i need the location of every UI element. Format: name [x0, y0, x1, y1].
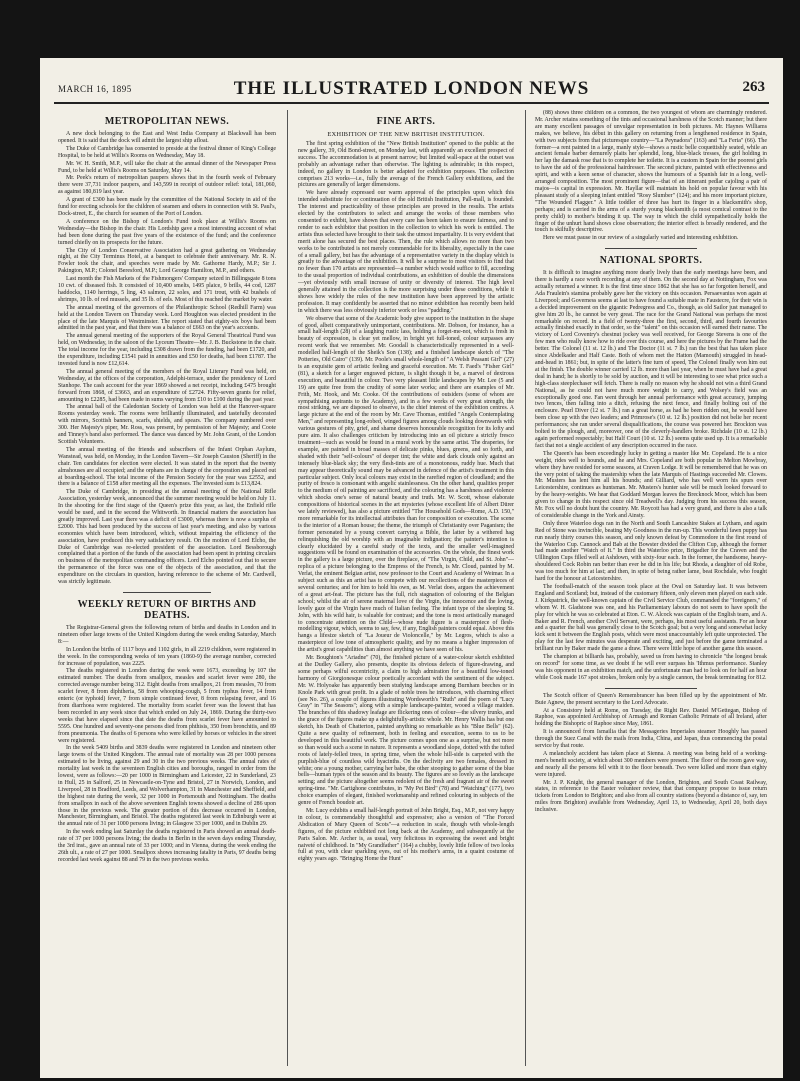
paragraph: We observe that some of the Academic body give support to the institution in the shape of good, albeit comparatively unimportant, contributions. Mr. Dobson, for instance, has a small half-length (28) of a laughing rustic lass, holding a forget-me-not, which is fresh in beauty of expression, is clear yet mellow, in bright yet full-toned, colour surpasses any recent work that we remember. Mr. Goodall is characteristically represented in a well-modelled half-length of the Sheik's Son (138); and a finished landscape sketch of "The Potteries, Old Cairo" (139). Mr. Poole's small whole-length of "A Welsh Peasant Girl" (27) is an exquisite gem of artistic feeling and graceful execution. Mr. T. Faed's "Fisher Girl" (81), a sketch for a larger engraved picture, is slight though it be, a marvel of dextrous execution, and beautiful in colour. Two very pleasant little landscapes by Mr. Lee (5 and 19) are quite free from the crudity of some later works; and there are examples of Mr. Frith, Mr. Hook, and Mr. Cooke. Of the contributions of outsiders (some of whom are sympathising aspirants to the Academy), and in a few works of very great strength, the most striking, we are disposed to observe, is the chief interest of the exhibition centres. A large picture at the end of the room by Mr. Cave Thomas, entitled "Angels Contemplating Men," and representing long-robed, winged figures among clouds looking downwards with various gestures of pity, grief, and shame deserves honourable recognition for its lofty and pure aim. It also challenges criticism by introducing into an oil picture a strictly fresco treatment—such as would be found in a mural work by the same artist. The draperies, for example, are painted in broad masses of delicate pinks, blues, greens, and so forth, and shaded with their "self-colours" of deeper tint; the white and dark clouds only against an intensely blue-black sky; the very flesh-tints are of a monotonous, ruddy hue. Much that may appear theoretically sound may be advanced in defence of the artist's treatment in this particular subject. Only local colours may exist in the rarefied region of cloudland; and the purity of fresco is consonant with angelic stainlessness. On the other hand, qualities proper to the medium of oil painting are sacrificed, and the colouring has a harshness and violence which shocks one's sense of natural beauty and truth. Mr. W. Scott, whose elaborate compositions of historical scenes in the art mysteries (whose excellent life of Albert Dürer we lately reviewed), has also a picture entitled "The Household Gods—Rome, A.D. 150," more remarkable for its intellectual attributes than for composition or execution. The scene is the interior of a Roman house; the theme, the triumph of Christianity over Paganism; the former personated by a young convert carrying a Bible, the latter by a withered hag relinquishing the old worship with an imaginable indignation; the painter's intention is clearly elucidated by a careful study of the texts, and the smaller well-imagined suggestions will be found on examination of the accessories. On the whole, the finest work in the gallery is a large picture, over the fireplace, of "The Virgin, Child, and St. John"—replica of a picture belonging to the Empress of the French, is Mr. Cloud, painted by M. Verlat, the eminent Belgian artist, now professor to the Court and Academy of Weimar. In a subject such as this an artist has to compete with our recollections of the masterpieces of several centuries; and for him to hold his own, as M. Verlat does, argues the achievement of a great art-feat. The picture has the full, rich stagnation of colouring of the Belgian school; whilst the air of serene maternal love of the Virgin, the innocence and the loving, lovely gaze of the Virgin have much of Italian feeling. The infant type of the sleeping St. John, with his wild hair, is valuable for contrast; and the tone is most artistically managed to concentrate attention on the Child—whose nude figure is a masterpiece of flesh-modelling vigour, which, seems to say, few, if any, English painters could equal. Above this hangs a lifesize sketch of "La Joueur de Violoncelle," by Mr. Legros, which is also a masterpiece of low tone of atmospheric quality, and by no means a higher impression of the artist's great capabilities than almost anything we have seen of his. — [298, 315, 514, 654]
paragraph: The annual general meeting of the members of the Royal Literary Fund was held, on Wednesday, at the offices of the corporation, Adelphi-terrace, under the presidency of Lord Stanhope. The cash account for the year 1869 showed a net receipt, including £475 brought forward from 1868, of £3663, and an expenditure of £2724. Fifty-seven grants for relief, amounting to £2285, had been made in sums varying from £10 to £100 during the past year. — [58, 368, 276, 403]
paragraph: The annual general meeting of the supporters of the Royal General Theatrical Fund was held, on Wednesday, in the saloon of the Lyceum Theatre—Mr. J. B. Buckstone in the chair. The total income for the year, including £308 drawn from the funding, had been £1720, and the expenditure, including £1541 paid in annuities and £50 for deaths, had been £1787. The invested fund is now £12,614. — [58, 333, 276, 367]
column-national-sports — [535, 110, 767, 1066]
paragraph: The annual ball of the Caledonian Society of London was held at the Hanover-square Rooms yesterday week. The rooms were brilliantly illuminated, and tastefully decorated with mirrors, Scottish banners, scarfs, shields, and spears. The company numbered over 300. Her Majesty's piper, Mr. Ross, was present, by permission of her Majesty; and Coote and Tinney's band also performed. The dance was danced by Mr. John Grant, of the London Scottish Volunteers. — [58, 404, 276, 445]
article-body — [58, 625, 276, 864]
paragraph: Mr. W. H. Smith, M.P., will take the chair at the annual dinner of the Newspaper Press Fund, to be held at Willis's Rooms on Saturday, May 14. — [58, 160, 276, 174]
paragraph: Mr. J. P. Knight, the general manager of the London, Brighton, and South Coast Railway, states, in reference to the Easter volunteer review, that that company propose to issue return tickets from London to Brighton; and also from all country stations (beyond a distance of, say, ten miles from Brighton) available from Wednesday, April 13, to Wednesday, April 20, both days inclusive. — [535, 779, 767, 814]
paragraph: A new dock belonging to the East and West India Company at Blackwall has been opened. It is said that the dock will admit the largest ship afloat. — [58, 131, 276, 144]
paragraph: A grant of £300 has been made by the committee of the National Society in aid of the fund for erecting schools for the children of seamen and others in connection with St. Paul's, Dock-street, E., the church for seamen of the Port of London. — [58, 197, 276, 217]
paragraph: It is announced from Ismailia that the Messageries Imperiales steamer Hooghly has passed through the Suez Canal with the mails from India, China, and Japan, thus commencing the postal service by that route. — [535, 729, 767, 750]
article-body — [535, 270, 767, 681]
paragraph: The football-match of the season took place at the Oval on Saturday last. It was between England and Scotland; but, instead of the customary fifteen, only eleven men played on each side. J. Kirkpatrick, the well-known captain of the Civil Service Club, commanded the "foreigners," of whom W. H. Gladstone was one, and his Parliamentary labours do not seem to have spoilt the play for which he was so celebrated at Eton. C. W. Alcock was captain of the English team, and A. Baker and R. French, another Civil Servant, were, perhaps, his most useful assistants. For an hour and a quarter the ball was generally close to the Scotch goal; but a very long and somewhat lucky kick sent it between the English posts, which were most unaccountably left quite unprotected. The play for the last few minutes was desperate and exciting, and just before the game terminated a brilliant run by Baker made the game a draw. There were little hope of another game this season. — [535, 584, 767, 653]
paragraph: The Registrar-General gives the following return of births and deaths in London and in nineteen other large towns of the United Kingdom during the week ending Saturday, March 8:— — [58, 625, 276, 645]
article-body — [298, 141, 514, 863]
paragraph: The Queen's has been exceedingly lucky in getting a master like Mr. Copeland. He is a nice weight, rides well to hounds, and he and Mrs. Copeland are both popular in Melton Mowbray, where they have resided for some seasons, at Craven Lodge. It will be remembered that he was on the very point of taking the mastership when the late Marquis of Hastings succeeded Mr. Clowes. Mr. Musters has lent him all his hounds; and Gilliard, who has well worn his spurs over Leicestershire, continues as huntsman. Mr. Musters's hunter sale will be much looked forward to by the heavy-weights. We hear that Goddard Morgan leaves the Brecknock Moor, which has been given to change in this respect since old Treadwell's day. Judging from his success this season, Mr. Fox will no doubt hunt the country. Mr. Roycott has had a very grand, and there is also a talk of considerable change in the York and Ainsty. — [535, 450, 767, 519]
paragraph: In London the births of 1117 boys and 1102 girls, in all 2219 children, were registered in the week. In the corresponding weeks of ten years (1860-9) the average number, corrected for increase of population, was 2225. — [58, 646, 276, 667]
article-body — [535, 110, 767, 242]
newspaper-title: THE ILLUSTRATED LONDON NEWS — [233, 78, 590, 99]
paragraph: It is difficult to imagine anything more dearly lively than the early meetings have been, and there is hardly a race worth recording at any of them. On the second day at Nottingham, Fox was actually returned a winner. It is the first time since 1862 that she has so far forgotten herself, and Ada Fraulein's stamina probably gave her the victory on this occasion. Persaevanius won again at Liverpool; and Governess seems at last to have found a suitable mate in Faustecre, for their win is a decided improvement on the gigantic Pedregress and Co., though, as old Sailor just managed to give him 20 lb., he cannot be very great. The race for the Grand National was perhaps the most remarkable on record. In a field of twenty-three the first, second, third, and fourth favourites actually finished exactly in that order, so the "talent" on this occasion will earned their name. The victory of Lord Coventry's chestnut jockey was well received, for George Stevens is one of the few men who really know how to ride over this course, and here the pictures by the Frame had the better. The Colonel (11 st. 12 lb.) and The Doctor (11 st. 7 lb.) ran the best that has taken place since Abdelkader and Half Caste. Both of whom met the Hatton (Mamouth) struggled in head-and-head in 1861; but, in spite of the latter's fine turn of speed, The Colonel finally won him out at the finish. The double winner carried 12 lb. more than last year, when he must have had a great deal in hand; he is shortly to be sold by auction, and it will be interesting to see what price such a high-class steeplechaser will fetch. There is really no reason why he should not win a third Grand National, as he could not have much more weight to carry, and Wolsey's field was an exceptionally good one. Fan went through her annual performance with great accuracy, jumping two fences, then falling into a ditch, refusing the next fence, and finally bolting out of the enclosure. Pearl Diver (12 st. 7 lb.) ran a great horse, as had he been ridden out, he would have been close up with the two leaders; and Primrose's (10 st. 12 lb.) position did not belie her recent performances; she ran under several disqualifications, the course was powered her. Brockton was bolted to the plough, and, moreover, one of the cleverly-handlers broke. Richdale (10 st. 12 lb.) again performed respectably; but Half Court (10 st. 12 lb.) seems quite used up. It is a remarkable fact that not a single accident of any description occurred in the race. — [535, 270, 767, 449]
paragraph: In the week ending last Saturday the deaths registered in Paris showed an annual death-rate of 37 per 1000 persons living; the deaths in Berlin in the seven days ending Thursday, the 3rd inst., gave an annual rate of 33 per 1000; and in Vienna, during the week ending the 26th ult., a rate of 27 per 1000. Smallpox shows increasing fatality in Paris, 97 deaths being recorded last week against 88 and 79 in the two previous weeks. — [58, 829, 276, 863]
paragraph: We have already expressed our warm approval of the principles upon which this intended substitute for or continuation of the old British Institution, Pall-mall, is founded. The interest and practicability of those principles are proved in the results. The artists elected by the contributors to select and arrange the works of those members who consented to exhibit, have shown that every care has been taken to ensure fairness, and to render to each exhibitor that position in the collection to which his work is entitled. The artists thus selected have brought to their task the utmost impartiality. It is very evident that merit alone has secured the best places. Then, the rule which allows no more than two works to be contributed is not merely commendable for its liberality, especially in the case of a small gallery, but has the advantage of a representative variety in the display which is greatly to the advantage of the exhibition. It will be a surprise to most visitors to find that no fewer than 170 artists are represented—a number which would suffice to fill, according to the usual proportion of individual contributions, an exhibition of double the dimensions—yet obviously with small increase of unity or diversity of interest. The high level generally attained in the collection is the more surprising under these conditions, while it shows how widely the rules of the new institution have been approved by the artistic profession. It may confidently be asserted that no minor exhibition has recently been held in which there was less obviously inferior work or less "padding." — [298, 190, 514, 314]
paragraph: Mr. Lucy exhibits a small half-length portrait of John Bright, Esq., M.P., not very happy in colour, is commendably thoughtful and expressive; also a version of "The Forced Abdication of Mary Queen of Scots"—a reduction in scale, though with whole-length figures, of the picture exhibited not long back at the Academy, and subsequently at the Paris Salon. Mr. Archer is, as usual, very felicitous in expressing the sweet and bright naiveté of childhood. In "My Grandfather" (164) a chubby, lovely little fellow of two looks full at you, with clear sparkling eyes, out of his mother's arms, in a quaint costume of eighty years ago. "Bringing Home the Hunt" — [298, 808, 514, 863]
paragraph: The Duke of Cambridge has consented to preside at the festival dinner of King's College Hospital, to be held at Willis's Rooms on Wednesday, May 18. — [58, 145, 276, 159]
paragraph: At a Consistory held at Rome, on Tuesday, the Right Rev. Daniel M'Gettegan, Bishop of Raphoe, was appointed Archbishop of Armagh and Roman Catholic Primate of all Ireland, after holding the Bishopric of Raphoe since May, 1861. — [535, 707, 767, 728]
paragraph: Last month the Fish Markets of the Fishmongers' Company seized in Billingsgate 8 tons 10 cwt. of diseased fish. It consisted of 10,400 smelts, 1495 plaice, 9 brills, 44 cod, 1287 haddocks, 1140 herrings, 5 ling, 43 salmon, 22 soles, and 171 trout, with 42 bushels of shrimps, 10 lb. of red mussels, and 35 lb. of eels. Most of this reached the market by water. — [58, 276, 276, 303]
paragraph: (88) shows three children on a common, the two youngest of whom are charmingly rendered. Mr. Archer retains something of the tints and occasional harshness of the Scotch manner; but there are many excellent passages of unvulgar representation in both pictures. Mr. Haynes Williams makes, we believe, his début in this gallery on returning from a lengthened residence in Spain, with two subjects from that picturesque country—"La Peynadora" (163) and "La Feria" (66). The former—a rent painted in a large, manly style—shows a rustic belle coquettishly seated, while an ancient female barber demurely plaits her splendid, long, blue-black tresses, the girl holding in her lap the damask rose that is to complete her toilette. It is a custom in Spain for the poorest girls to have the aid of the professional hairdresser. The second picture, painted with effectiveness and spirit, and with a keen sense of character, shows the humours of a Spanish fair in a long, well-arranged composition. The most prominent figure—that of an itinerant pedlar cajoling a pair of majos—is capital in expression. Mr. Hayllar will maintain his hold on popular favour with his pleasant study of a sleeping infant entitled "Rosy Slumber" (124); and his more important picture, "The Wounded Flagger." A little toddler of three has hurt its finger in a blacksmith's shop, perhaps; and is carried in the arms of a sturdy young blacksmith (a most comical contrast to the pretty child) to mother's binding it up. The way in which the child sympathetically holds the finger of the unhurt hand shows close observation; the interior effect is broadly rendered, and the touch is skilfully descriptive. — [535, 110, 767, 234]
paragraph: Mr. Peek's return of metropolitan paupers shows that in the fourth week of February there were 37,731 indoor paupers, and 143,599 in receipt of outdoor relief: total, 181,060, as against 180,819 last year. — [58, 175, 276, 196]
section-heading: METROPOLITAN NEWS. — [104, 116, 230, 127]
section-heading: FINE ARTS. — [376, 116, 436, 127]
divider — [605, 688, 698, 689]
paragraph: The deaths registered in London during the week were 1673, exceeding by 107 the estimated number. The deaths from smallpox, measles and scarlet fever were 280, the corrected average number being 312. Eight deaths from smallpox, 21 from measles, 70 from scarlet fever, 8 from diphtheria, 58 from whooping-cough, 5 from typhus fever, 14 from enteric (or typhoid) fever, 7 from simple continued fever, 8 from relapsing fever, and 16 from diarrhoea were registered. The mortality from scarlet fever was the lowest that has been recorded in any week since that which ended on July 24, 1869. During the thirty-two weeks that have elapsed since that date the deaths from scarlet fever have amounted to 5595. One hundred and seventy-one persons died from phthisis, 350 from bronchitis, and 89 from pneumonia. The deaths of 6 persons who were killed by horses or vehicles in the street were registered. — [58, 668, 276, 744]
paragraph: The first spring exhibition of the "New British Institution" opened to the public at the new gallery, 39, Old Bond-street, on Monday last, with apparently an excellent prospect of success. The accommodation is at present narrow; but limited wall-space at the outset was probably an advantage rather than otherwise. The lighting is admirable; in this respect, indeed, no gallery in London is better adapted for exhibition purposes. The collection comprises 213 works—i.e., fully the average of the French Gallery exhibitions, and the pictures are generally of larger dimensions. — [298, 141, 514, 189]
paragraph: In the week 5409 births and 3839 deaths were registered in London and nineteen other large towns of the United Kingdom. The annual rate of mortality was 28 per 1000 persons estimated to be living, against 29 and 30 in the two previous weeks. The annual rates of mortality last week in the seventeen English cities and boroughs, ranged in order from the lowest, were as follows:—20 per 1000 in Birmingham and Leicester, 22 in Sunderland, 23 in Hull, 25 in Salford, 25 in Newcastle-on-Tyne and Bristol, 27 in Norwich, London, and Liverpool, 28 in Bradford, Leeds, and Wolverhampton, 31 in Manchester and Sheffield, and the highest rate during the week, 32 per 1000 in Portsmouth and Nottingham. The deaths from smallpox in each of the above seventeen English towns showed a decline of 286 upon those in the previous week. The greater portion of this decrease occurred in London, Manchester, Birmingham, and Bristol. The deaths registered last week in Edinburgh were at the annual rate of 31 per 1000 persons living; in Glasgow 33 per 1000, and in Dublin 29. — [58, 745, 276, 828]
paragraph: The champion at billiards has, probably, saved us from having to chronicle "the longest break on record" for some time, as we doubt if he will ever surpass his 'Ithmus performance. Stanley was his opponent in an exhibition match, and the unfortunate man had to look on for half an hour while Cook made 167 spot strokes, broken only by a single cannon, the break terminating for 812. — [535, 654, 767, 681]
column-metropolitan-news — [58, 110, 276, 1066]
issue-date: MARCH 16, 1895 — [58, 84, 132, 94]
paragraph: Here we must pause in our review of a singularly varied and interesting exhibition. — [543, 235, 739, 242]
section-heading: NATIONAL SPORTS. — [599, 255, 703, 267]
paragraph: The Scotch officer of Queen's Remembrancer has been filled up by the appointment of Mr. Buie Agnew, the present secretary to the Lord Advocate. — [535, 692, 767, 706]
masthead — [54, 76, 769, 104]
paragraph: The Duke of Cambridge, in presiding at the annual meeting of the National Rifle Association, yesterday week, announced that the summer meeting would be held on July 11. In the shooting for the first stage of the Queen's prize this year, as last, the Enfield rifle would be used, and in the second the Whitworth. In financial matters the association has greatly improved. Last year there was a deficit of £3000, whereas there is now a surplus of £2000. This had been produced by the success of last year's meeting, and also by various economies which have been introduced, which, without impairing the efficiency of the association, have produced this very satisfactory result. On the motion of Lord Elcho, the Duke of Cambridge was re-elected president of the association. Lord Bessborough complained that a portion of the funds of the association had been spent in printing circulars on business of the metropolitan commanding officers. Lord Elcho pointed out that to secure the permanence of the force was one of the objects of the association, and that the expenditure on the circulars in question, having reference to the scheme of Mr. Cardwell, was strictly legitimate. — [58, 489, 276, 586]
section-heading: WEEKLY RETURN OF BIRTHS AND DEATHS. — [77, 599, 257, 621]
column-fine-arts — [298, 110, 514, 1066]
paragraph: The City of London Conservative Association had a great gathering on Wednesday night, at the City Terminus Hotel, at a banquet to celebrate their anniversary. Mr. R. N. Fowler took the chair, and speeches were made by Mr. Gathorne Hardy, M.P.; Sir J. Pakington, M.P.; Colonel Beresford, M.P.; Lord George Hamilton, M.P., and others. — [58, 247, 276, 275]
page-number: 263 — [742, 79, 765, 95]
paragraph: Mr. Boughton's "Ariadne" (70), the finished picture of a water-colour sketch exhibited at the Dudley Gallery, also presents, despite its obvious defects of figure-drawing, and some perhaps wilful eccentricity, a claim to high admiration for a beautiful low-toned harmony of Giorgionesque colour poetically accordant with the sentiment of the subject. Mr. W. Holyoake has apparently been studying landscape among Burnham beeches or in Knole Park with great profit. In a glade of noble trees he introduces, with charming effect (see No. 26), a couple of figures illustrating Wordsworth's "Ruth" and the poem of "Lucy Gray" in "The Seasons"; along with a simple landscape-painter, wooed a village maiden. The branches of this shadowy leafage are flickering ones of colour—the silvery trunks, and the grace of the figures make up a delightfully-artistic whole. Mr. Henry Wallis has but one sketch, his Death of Chatterton, painted anything so remarkable as his "Blue Bells" (62). Quite a new quality of refinement, both in feeling and execution, seems to us to be developed in this beautiful work. The picture comes upon one as a surprise, but not more so than would such a scene in nature. It represents a woodland slope, dotted with the tufted roots of lately-felled trees, in spring time, when the whole hill-side is carpeted with the purplish-blue of countless wild hyacinths. On the declivity are two females, dressed in white; one a young mother, carrying her babe, the other stooping to gather some of the blue bells—human types of the season and its beauty. The figures are so lovely as the landscape setting; and the picture altogether seems redolent of the fresh and fragrant air of the sweet spring-time. "Mr. Cartighone contributes, in "My Pet Bird" (78) and "Watching" (177), two choice examples of elegant, finished workmanship and refined colouring in subjects of the genre of French boudoir art. — [298, 655, 514, 807]
paragraph: The annual meeting of the governors of the Philanthropic School (Redhill Farm) was held at the London Tavern on Thursday week. Lord Houghton was elected president in the place of the late Marquis of Westminster. The report stated that eighty-six boys had been admitted in the past year, and that there was a balance of £663 on the year's accounts. — [58, 304, 276, 332]
divider — [123, 592, 210, 593]
article-body — [535, 693, 767, 814]
newspaper-page — [40, 58, 783, 1078]
article-body — [58, 131, 276, 586]
paragraph: A conference on the Bishop of London's Fund took place at Willis's Rooms on Wednesday—the Bishop in the chair. His Lordship gave a most interesting account of what had been done during the past five years of the existence of the fund; and the conference turned chiefly on its prospects for the future. — [58, 218, 276, 246]
paragraph: A melancholy accident has taken place at Sienna. A meeting was being held of a working-men's benefit society, at which about 300 members were present. The floor of the room gave way, and nearly all the persons fell with it to the floor beneath. Two were killed and more than eighty were injured. — [535, 750, 767, 778]
paragraph: The annual meeting of the friends and subscribers of the Infant Orphan Asylum, Wanstead, was held, on Monday, in the London Tavern—Sir Joseph Causton (Sheriff) in the chair. Ten candidates for election were elected. It was stated in the report that the twenty almshouses are all occupied; and the orphans are in charge of the corporation and placed out at boarding-school. The total income of the Pension Society for the year was £2552, and there is a balance of £158 after meeting all the expenses. The invested sum is £13,824. — [58, 446, 276, 488]
section-subheading: EXHIBITION OF THE NEW BRITISH INSTITUTION. — [327, 131, 485, 138]
divider — [605, 248, 698, 249]
column-rule — [525, 110, 526, 1066]
column-rule — [287, 110, 288, 1066]
paragraph: Only three Waterloo dogs ran in the North and South Lancashire Stakes at Lytham, and again Red of Stone was invincible, beating My Goodness in the run-up. This wonderful fawn puppy has run nearly thirty courses this season, and only known defeat by Commodore in the first round of the Waterloo Cup. Cannock and Bab at the Bowster divided the Clifton Cup, although the former had made another "Watch of It." In third the Waterloo prize, Brigadier for the Craven and the Ulllington Cups filled well at Ashdown, with sixty-four each. In the former, the handsome, heavy-shouldered Cock Robin ran better than ever he did in his life; but Rhoda, a daughter of old Robe, was too much for him at last; and then, in spite of being rather lame, beat Rochdale, who fought hard for the honour at Leicestershire. — [535, 520, 767, 583]
